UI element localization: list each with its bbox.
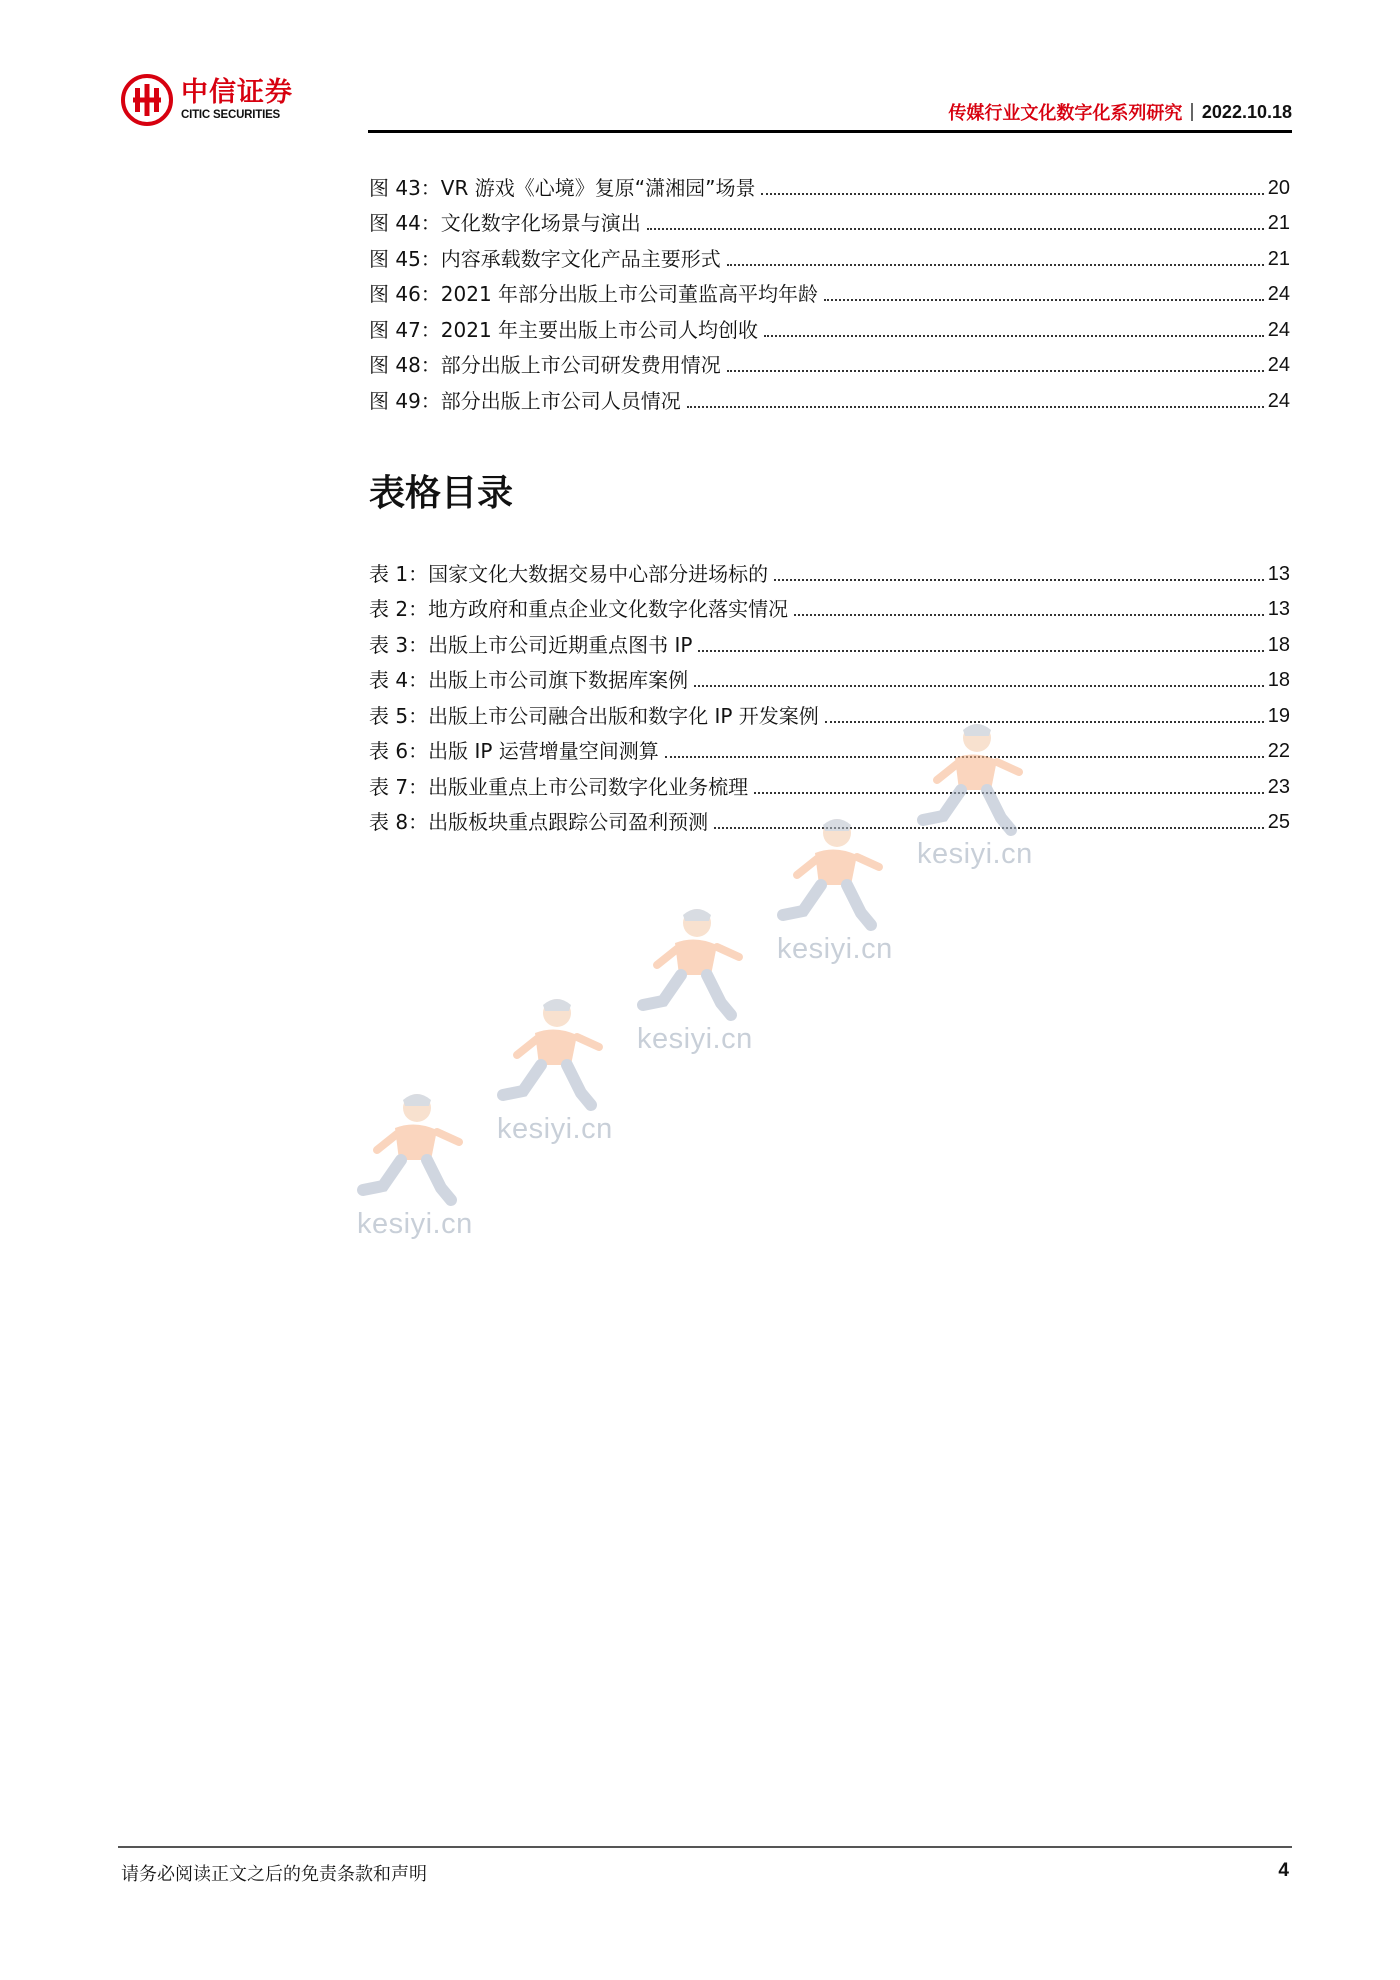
- toc-entry-label: 表 2：地方政府和重点企业文化数字化落实情况: [369, 597, 789, 621]
- toc-entry[interactable]: [369, 164, 1290, 200]
- toc-entry-label: 表 1：国家文化大数据交易中心部分进场标的: [369, 561, 769, 586]
- citic-emblem-icon: [121, 74, 173, 126]
- running-person-icon: [355, 1090, 465, 1210]
- toc-entry-label: 表 6：出版 IP 运营增量空间测算: [369, 739, 659, 763]
- dot-leader: [694, 684, 1264, 687]
- table-list: [369, 550, 1290, 834]
- dot-leader: [761, 192, 1263, 195]
- toc-entry-page: 18: [1267, 633, 1290, 656]
- toc-entry[interactable]: [369, 200, 1290, 236]
- watermark-text: kesiyi.cn: [497, 1113, 613, 1145]
- toc-entry-page: 20: [1267, 176, 1290, 199]
- toc-entry-label: 图 43：VR 游戏《心境》复原“潇湘园”场景: [369, 175, 756, 200]
- toc-entry[interactable]: [369, 657, 1290, 693]
- toc-entry[interactable]: [369, 763, 1290, 799]
- toc-entry-label: 图 47：2021 年主要出版上市公司人均创收: [369, 317, 759, 342]
- watermark-text: kesiyi.cn: [917, 838, 1033, 870]
- toc-entry-label: 图 49：部分出版上市公司人员情况: [369, 388, 681, 413]
- toc-entry-label: 图 45：内容承载数字文化产品主要形式: [369, 246, 721, 271]
- running-person-icon: [635, 905, 745, 1025]
- toc-entry-label: 表 8：出版板块重点跟踪公司盈利预测: [369, 810, 709, 834]
- toc-entry[interactable]: [369, 271, 1290, 307]
- watermark-text: kesiyi.cn: [637, 1023, 753, 1055]
- dot-leader: [825, 720, 1264, 723]
- toc-entry-page: 24: [1267, 318, 1290, 341]
- toc-entry-label: 表 4：出版上市公司旗下数据库案例: [369, 668, 689, 692]
- dot-leader: [698, 649, 1263, 652]
- running-person-icon: [915, 720, 1025, 840]
- toc-entry-page: 21: [1267, 247, 1290, 270]
- toc-entry[interactable]: [369, 728, 1290, 764]
- dot-leader: [824, 298, 1264, 301]
- dot-leader: [794, 613, 1264, 616]
- report-series-title: 传媒行业文化数字化系列研究: [948, 103, 1183, 124]
- toc-entry-label: 表 5：出版上市公司融合出版和数字化 IP 开发案例: [369, 703, 819, 728]
- toc-entry-label: 图 46：2021 年部分出版上市公司董监高平均年龄: [369, 282, 819, 306]
- toc-entry[interactable]: [369, 586, 1290, 622]
- toc-entry-page: 23: [1267, 775, 1290, 798]
- logo-english-name: CITIC SECURITIES: [181, 109, 281, 121]
- toc-entry-label: 表 7：出版业重点上市公司数字化业务梳理: [369, 774, 749, 799]
- toc-entry-page: 21: [1267, 212, 1290, 234]
- toc-entry-page: 24: [1267, 389, 1290, 412]
- toc-entry-page: 19: [1267, 704, 1290, 727]
- figure-list: [369, 164, 1290, 413]
- toc-entry-label: 图 48：部分出版上市公司研发费用情况: [369, 353, 721, 377]
- page-number: 4: [1278, 1860, 1289, 1881]
- report-date: 2022.10.18: [1201, 101, 1292, 122]
- dot-leader: [774, 578, 1264, 581]
- toc-entry-label: 图 44：文化数字化场景与演出: [369, 211, 641, 235]
- toc-entry-page: 22: [1267, 740, 1290, 762]
- header-separator: [1191, 103, 1193, 121]
- dot-leader: [727, 263, 1264, 266]
- report-header-info: [948, 99, 1292, 125]
- toc-entry-page: 24: [1267, 283, 1290, 305]
- toc-entry-label: 表 3：出版上市公司近期重点图书 IP: [369, 632, 693, 657]
- toc-entry[interactable]: [369, 550, 1290, 586]
- toc-entry-page: 24: [1267, 354, 1290, 376]
- toc-entry[interactable]: [369, 235, 1290, 271]
- dot-leader: [647, 227, 1264, 230]
- toc-entry[interactable]: [369, 306, 1290, 342]
- toc-entry[interactable]: [369, 342, 1290, 378]
- toc-entry[interactable]: [369, 377, 1290, 413]
- dot-leader: [764, 334, 1264, 337]
- footer-disclaimer: 请务必阅读正文之后的免责条款和声明: [121, 1864, 427, 1885]
- toc-entry-page: 18: [1267, 669, 1290, 691]
- watermark-text: kesiyi.cn: [777, 933, 893, 965]
- toc-entry-page: 25: [1267, 811, 1290, 833]
- toc-entry-page: 13: [1267, 598, 1290, 620]
- footer-divider: [118, 1846, 1292, 1848]
- toc-entry[interactable]: [369, 621, 1290, 657]
- running-person-icon: [495, 995, 605, 1115]
- tables-section-title: 表格目录: [369, 473, 514, 514]
- dot-leader: [687, 405, 1264, 408]
- citic-logo: [121, 74, 293, 126]
- logo-chinese-name: 中信证券: [181, 77, 293, 108]
- watermark-text: kesiyi.cn: [357, 1208, 473, 1240]
- toc-entry-page: 13: [1267, 562, 1290, 585]
- dot-leader: [727, 369, 1264, 372]
- running-person-icon: [775, 815, 885, 935]
- header-divider: [368, 130, 1292, 133]
- toc-entry[interactable]: [369, 692, 1290, 728]
